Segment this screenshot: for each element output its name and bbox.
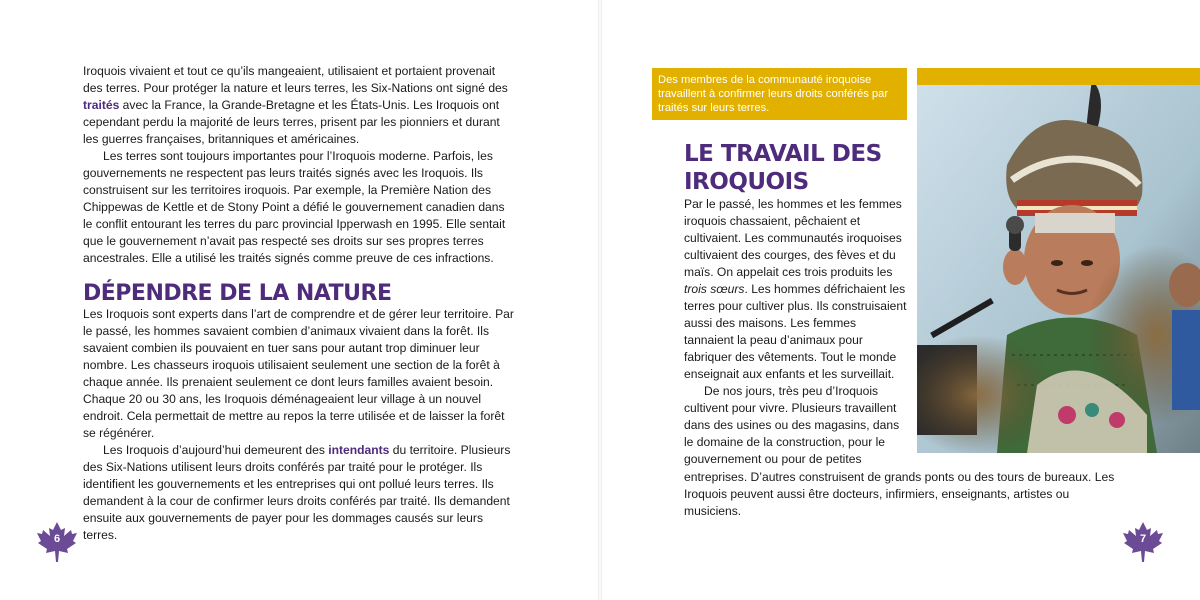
para-intro-part2: avec la France, la Grande-Bretagne et les États-Unis. Les Iroquois ont cependant perdu la majorité de leurs terres, prisent par les pionniers et durant les guerres françaises, britanniques et américaines.: [83, 98, 500, 146]
para-jours-tail: entreprises. D’autres construisent de grands ponts ou des tours de bureaux. Les Iroquois peuvent aussi être docteurs, infirmiers, enseignants, artistes ou musiciens.: [684, 470, 1115, 518]
right-work-column: [684, 196, 908, 468]
para-jours: De nos jours, très peu d’Iroquois cultivent pour vivre. Plusieurs travaillent dans des usines ou des magasins, dans le domaine de la construction, pour le gouvernement ou pour de petites: [684, 384, 900, 466]
trois-soeurs-term: trois sœurs: [684, 282, 745, 296]
page-number-leaf-right: [1121, 520, 1165, 564]
para-passe-part2: . Les hommes défrichaient les terres pour cultiver plus. Ils construisaient aussi des maisons. Les femmes tannaient la peau d’animaux pour fabriquer des vêtements. Tout le monde enseignait aux enfants et les surveillait.: [684, 282, 907, 381]
keyword-intendants[interactable]: intendants: [328, 443, 390, 457]
page-number: 7: [1139, 533, 1147, 545]
iroquois-elder-photo: [917, 85, 1200, 453]
para-intro-part1: Iroquois vivaient et tout ce qu’ils mangeaient, utilisaient et portaient provenait des terres. Pour protéger la nature et leurs terres, les Six-Nations ont signé des: [83, 64, 508, 95]
para-experts: Les Iroquois sont experts dans l’art de comprendre et de gérer leur territoire. Par le passé, les hommes savaient combien d’animaux vivaient dans la forêt. Ils savaient combien ils pouvaient en tuer sans pour autant trop diminuer leur nombre. Les chasseurs iroquois utilisaient seulement une section de la forêt à chaque année. Ils prenaient seulement ce dont leurs familles avaient besoin. Chaque 20 ou 30 ans, les Iroquois déménageaient leur village à un nouvel endroit. Cela permettait de mettre au repos la terre utilisée et de laisser la forêt se régénérer.: [83, 307, 514, 440]
heading-work: LE TRAVAIL DES IROQUOIS: [684, 141, 882, 195]
right-work-tail: [684, 469, 1124, 520]
para-passe-part1: Par le passé, les hommes et les femmes iroquois chassaient, pêchaient et cultivaient. Les communautés iroquoises cultivaient des courges, des fèves et du maïs. On appelait ces trois produits les: [684, 197, 902, 279]
page-number: 6: [53, 533, 61, 545]
photo-top-bar: [917, 68, 1200, 85]
para-intendants-part1: Les Iroquois d’aujourd’hui demeurent des: [103, 443, 329, 457]
keyword-traites[interactable]: traités: [83, 98, 120, 112]
photo-illustration: [917, 85, 1200, 453]
photo-caption: Des membres de la communauté iroquoise travaillent à confirmer leurs droits conférés par traités sur leurs terres.: [652, 68, 907, 120]
page-number-leaf-left: [35, 520, 79, 564]
heading-nature: DÉPENDRE DE LA NATURE: [83, 281, 392, 306]
para-terres: Les terres sont toujours importantes pour l’Iroquois moderne. Parfois, les gouvernements ne respectent pas leurs traités signés avec les Iroquois. Ils construisent sur les territoires iroquois. Par exemple, la Première Nation des Chippewas de Kettle et de Stony Point a défié le gouvernement canadien dans le conflit entourant les terres du parc provincial Ipperwash en 1995. Elle sentait que le gouvernement n’avait pas respecté ses droits sur ses propres terres ancestrales. Elle a utilisé les traités signés comme preuve de ces infractions.: [83, 149, 506, 265]
left-intro-column: [83, 63, 515, 267]
left-nature-column: [83, 306, 515, 544]
para-intendants-part2: du territoire. Plusieurs des Six-Nations utilisent leurs droits conférés par traité pour le protéger. Ils identifient les gouvernements et les entreprises qui ont pollué leurs terres. Ils demandent à la cour de confirmer leurs droits conférés par traité. Ils demandent ensuite aux gouvernements de payer pour les dommages causés sur leurs terres.: [83, 443, 511, 542]
